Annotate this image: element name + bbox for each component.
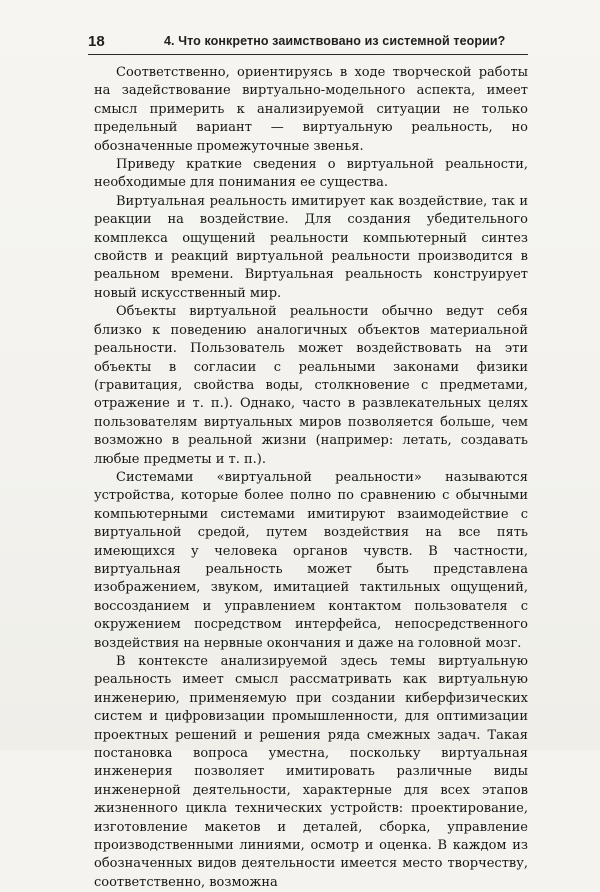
- chapter-title: 4. Что конкретно заимствовано из системной теории?: [164, 34, 506, 48]
- running-header: [88, 31, 528, 53]
- paragraph-3: Виртуальная реальность имитирует как воздействие, так и реакции на воздействие. Для создания убедительного комплекса ощущений реальности компьютерный синтез свойств и реакций виртуальной реальности производится в реальном времени. Виртуальная реальность конструирует новый искусственный мир.: [94, 193, 528, 301]
- header-rule: [88, 54, 528, 55]
- paragraph-6: В контексте анализируемой здесь темы виртуальную реальность имеет смысл рассматривать как виртуальную инженерию, применяемую при создании киберфизических систем и цифровизации промышленности, для оптимизации проектных решений и решения ряда смежных задач. Такая постановка вопроса уместна, поскольку виртуальная инженерия позволяет имитировать различные виды инженерной деятельности, характерные для всех этапов жизненного цикла технических устройств: проектирование, изготовление макетов и деталей, сборка, управление производственными линиями, осмотр и оценка. В каждом из обозначенных видов деятельности имеется место творчеству, соответственно, возможна: [94, 654, 528, 890]
- page-number: 18: [88, 33, 105, 50]
- paragraph-1: Соответственно, ориентируясь в ходе творческой работы на задействование виртуально-модельного аспекта, имеет смысл примерить к анализируемой ситуации не только предельный вариант — виртуальную реальность, но обозначенные промежуточные звенья.: [94, 65, 528, 154]
- paragraph-4: Объекты виртуальной реальности обычно ведут себя близко к поведению аналогичных объектов материальной реальности. Пользователь может воздействовать на эти объекты в согласии с реальными законами физики (гравитация, свойства воды, столкновение с предметами, отражение и т. п.). Однако, часто в развлекательных целях пользователям виртуальных миров позволяется больше, чем возможно в реальной жизни (например: летать, создавать любые предметы и т. п.).: [94, 304, 528, 467]
- paragraph-5: Системами «виртуальной реальности» называются устройства, которые более полно по сравнению с обычными компьютерными системами имитируют взаимодействие с виртуальной средой, путем воздействия на все пять имеющихся у человека органов чувств. В частности, виртуальная реальность может быть представлена изображением, звуком, имитацией тактильных ощущений, воссозданием и управлением контактом пользователя с окружением посредством интерфейса, непосредственного воздействия на нервные окончания и даже на головной мозг.: [94, 469, 528, 651]
- body-text: [94, 64, 528, 892]
- paragraph-2: Приведу краткие сведения о виртуальной реальности, необходимые для понимания ее существа.: [94, 157, 528, 191]
